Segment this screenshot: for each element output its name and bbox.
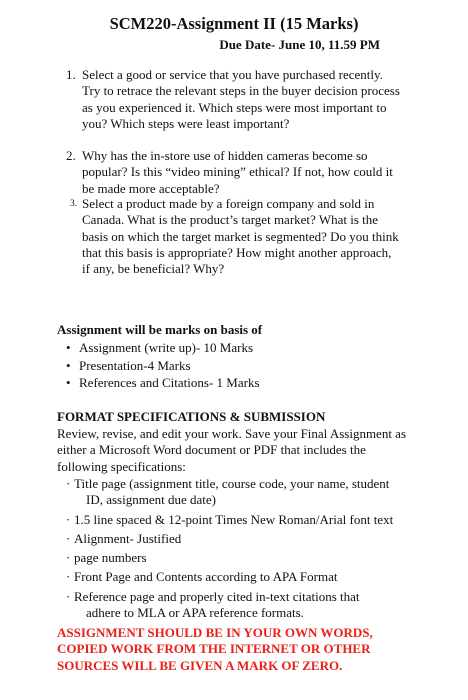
list-item: · 1.5 line spaced & 12-point Times New Roman/Arial font text bbox=[66, 511, 394, 527]
bullet-icon: • bbox=[66, 340, 71, 355]
question-text: Select a product made by a foreign company and sold in Canada. What is the product’s target market? What is the basis on which the target market is segmented? Do you think that this basis is appropriate? How might another approach, if any, be beneficial? Why? bbox=[82, 196, 399, 277]
due-date: Due Date- June 10, 11.59 PM bbox=[219, 37, 380, 52]
bullet-icon: · bbox=[66, 588, 71, 604]
question-text: Why has the in-store use of hidden cameras become so popular? Is this “video mining” ethical? If not, how could it be made more acceptable? bbox=[82, 148, 393, 196]
specification-list bbox=[66, 476, 418, 624]
bullet-icon: • bbox=[66, 375, 71, 390]
list-item: • Assignment (write up)- 10 Marks bbox=[66, 340, 254, 355]
warning-line: SOURCES WILL BE GIVEN A MARK OF ZERO. bbox=[57, 657, 343, 673]
list-item: · Reference page and properly cited in-text citations that adhere to MLA or APA reference formats. bbox=[66, 588, 360, 621]
list-item: · Title page (assignment title, course code, your name, student ID, assignment due date) bbox=[66, 476, 390, 508]
question-text: Select a good or service that you have purchased recently. Try to retrace the relevant steps in the buyer decision process as you experienced it. Which steps were most important to you? Which steps were least important? bbox=[82, 67, 400, 131]
bullet-icon: · bbox=[66, 511, 71, 527]
list-item: · Front Page and Contents according to APA Format bbox=[66, 569, 338, 585]
list-item: • Presentation-4 Marks bbox=[66, 357, 191, 373]
question-2 bbox=[66, 148, 402, 197]
bullet-icon: · bbox=[66, 550, 71, 566]
marking-list bbox=[66, 339, 260, 392]
list-item: · page numbers bbox=[66, 550, 147, 566]
bullet-icon: • bbox=[66, 357, 71, 373]
warning-line: ASSIGNMENT SHOULD BE IN YOUR OWN WORDS, bbox=[57, 625, 373, 640]
bullet-icon: · bbox=[66, 569, 71, 585]
question-number: 3. bbox=[70, 199, 78, 209]
bullet-icon: · bbox=[66, 476, 71, 491]
page-title: SCM220-Assignment II (15 Marks) bbox=[109, 14, 359, 33]
format-intro: Review, revise, and edit your work. Save your Final Assignment as either a Microsoft Word document or PDF that includes the following specifications: bbox=[57, 426, 407, 474]
plagiarism-warning bbox=[57, 625, 437, 674]
question-number: 2. bbox=[66, 148, 76, 163]
list-item: • References and Citations- 1 Marks bbox=[66, 375, 260, 390]
bullet-icon: · bbox=[66, 530, 71, 546]
question-1 bbox=[66, 67, 402, 132]
question-3 bbox=[70, 196, 402, 277]
warning-line: COPIED WORK FROM THE INTERNET OR OTHER bbox=[57, 641, 371, 657]
marking-heading: Assignment will be marks on basis of bbox=[57, 322, 263, 337]
format-heading: FORMAT SPECIFICATIONS & SUBMISSION bbox=[57, 409, 326, 424]
list-item: · Alignment- Justified bbox=[66, 530, 182, 546]
question-number: 1. bbox=[66, 67, 76, 82]
